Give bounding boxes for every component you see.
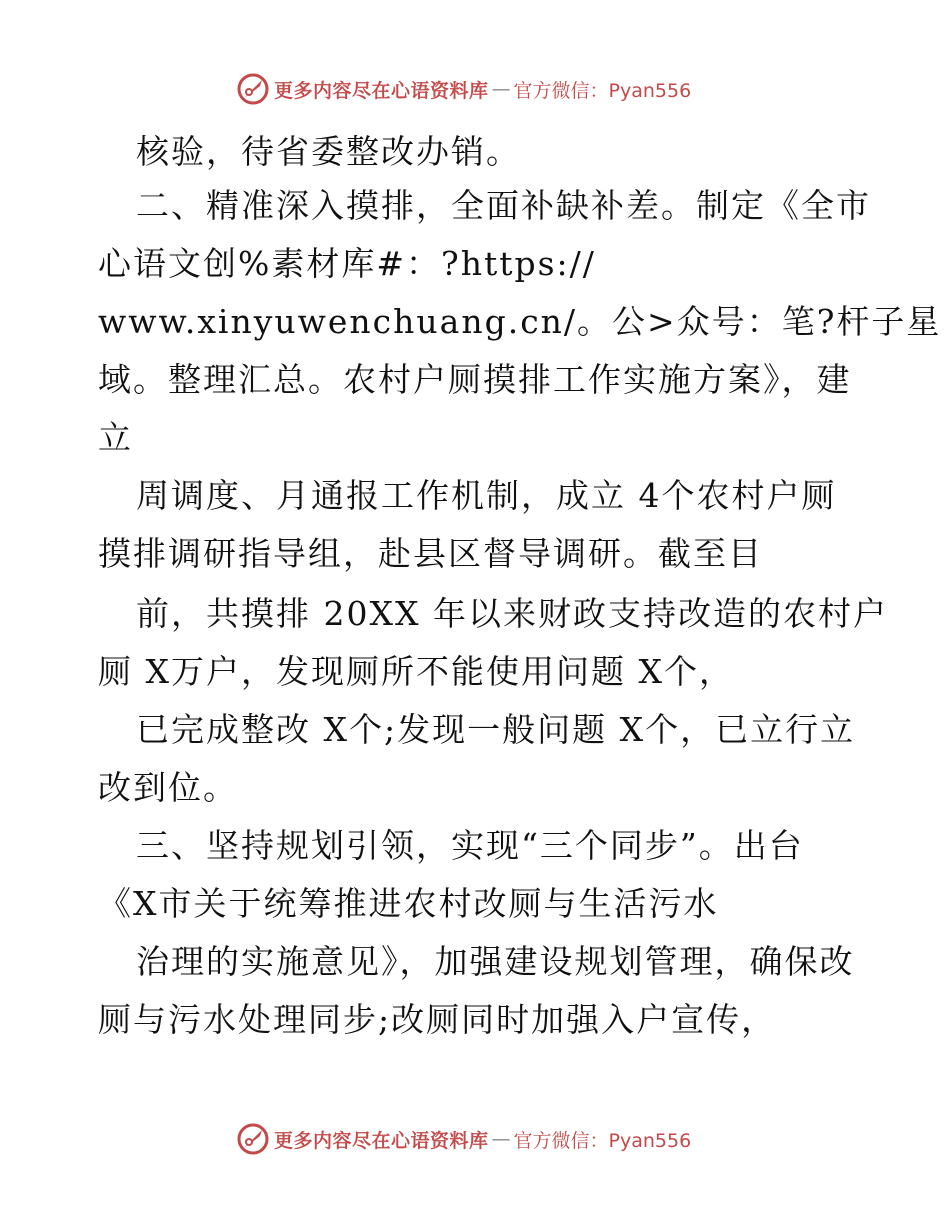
body-line: 《X市关于统筹推进农村改厕与生活污水 (98, 884, 719, 923)
banner-text: 更多内容尽在心语资料库 (274, 1129, 489, 1152)
body-line: 已完成整改 X个;发现一般问题 X个，已立行立 (136, 710, 856, 749)
body-line: 域。整理汇总。农村户厕摸排工作实施方案》，建 (98, 360, 852, 399)
quill-logo-icon (236, 72, 270, 106)
body-line: 厕 X万户，发现厕所不能使用问题 X个， (98, 652, 734, 691)
banner-dash: — (491, 1128, 511, 1150)
body-line: 二、精准深入摸排，全面补缺补差。制定《全市 (136, 186, 871, 225)
banner-account: 官方微信：Pyan556 (513, 1129, 692, 1152)
footer-watermark-banner (236, 1122, 691, 1156)
body-line: 心语文创%素材库#：?https:// (98, 244, 596, 283)
body-line: 核验，待省委整改办销。 (136, 132, 521, 171)
body-line: 治理的实施意见》，加强建设规划管理，确保改 (136, 942, 855, 981)
body-line: 改到位。 (98, 768, 238, 807)
body-line: 厕与污水处理同步;改厕同时加强入户宣传， (98, 1000, 777, 1039)
banner-text: 更多内容尽在心语资料库 (274, 79, 489, 102)
banner-dash: — (491, 78, 511, 100)
body-line: 摸排调研指导组，赴县区督导调研。截至目 (98, 534, 763, 573)
banner-account: 官方微信：Pyan556 (513, 79, 692, 102)
body-line: 三、坚持规划引领，实现“三个同步”。出台 (136, 826, 804, 865)
quill-logo-icon (236, 1122, 270, 1156)
header-watermark-banner (236, 72, 691, 106)
body-line: 周调度、月通报工作机制，成立 4个农村户厕 (136, 476, 837, 515)
body-line: 立 (98, 418, 133, 457)
body-line: www.xinyuwenchuang.cn/。公>众号：笔?杆子星 (98, 302, 942, 341)
body-line: 前，共摸排 20XX 年以来财政支持改造的农村户 (136, 594, 888, 633)
